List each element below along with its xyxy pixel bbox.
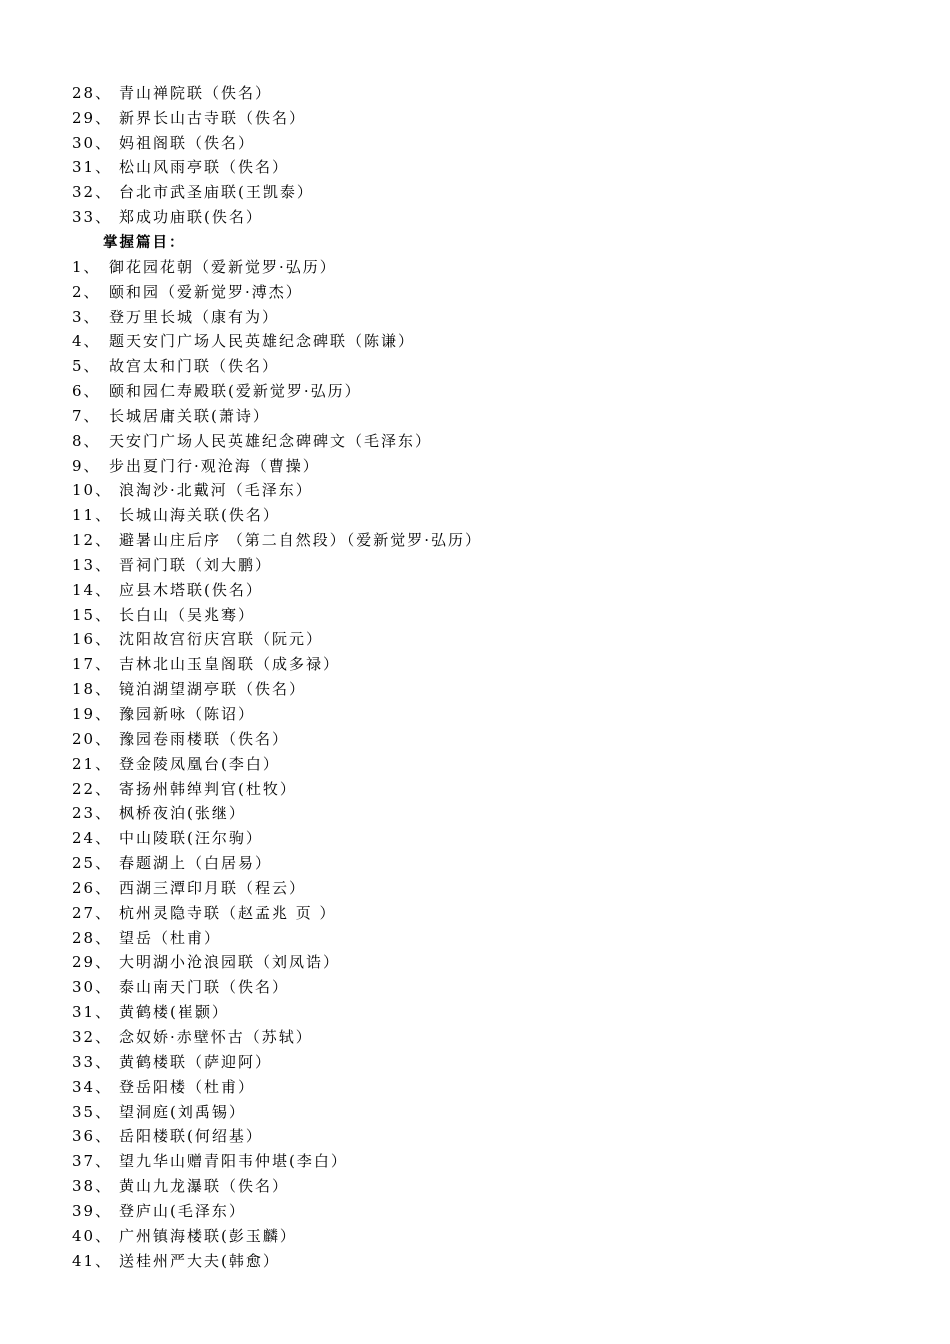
item-number: 15、: [72, 605, 113, 624]
item-title: 望岳（杜甫）: [119, 928, 222, 947]
list-item: [0, 925, 950, 950]
item-title: 黄鹤楼联（萨迎阿）: [119, 1052, 273, 1071]
item-number: 27、: [72, 903, 113, 922]
item-number: 36、: [72, 1127, 113, 1146]
item-number: 23、: [72, 804, 113, 823]
list-item: [0, 1148, 950, 1173]
item-number: 14、: [72, 580, 113, 599]
item-title: 故宫太和门联（佚名）: [109, 357, 280, 376]
item-title: 题天安门广场人民英雄纪念碑联（陈谦）: [109, 332, 416, 351]
item-number: 18、: [72, 680, 113, 699]
list-item: [0, 328, 950, 353]
item-number: 16、: [72, 630, 113, 649]
item-title: 台北市武圣庙联(王凯泰）: [119, 183, 314, 202]
item-title: 望洞庭(刘禹锡）: [119, 1102, 246, 1121]
item-title: 松山风雨亭联（佚名）: [119, 158, 290, 177]
list-item: [0, 552, 950, 577]
item-title: 天安门广场人民英雄纪念碑碑文（毛泽东）: [109, 431, 433, 450]
item-title: 岳阳楼联(何绍基）: [119, 1127, 263, 1146]
list-item: [0, 950, 950, 975]
item-title: 西湖三潭印月联（程云）: [119, 878, 307, 897]
item-title: 浪淘沙·北戴河（毛泽东）: [119, 481, 313, 500]
list-item: [0, 602, 950, 627]
list-item: [0, 204, 950, 229]
item-title: 御花园花朝（爱新觉罗·弘历）: [109, 257, 337, 276]
item-number: 17、: [72, 655, 113, 674]
item-title: 登庐山(毛泽东）: [119, 1201, 246, 1220]
list-item: [0, 80, 950, 105]
list-item: [0, 105, 950, 130]
item-number: 41、: [72, 1251, 113, 1270]
list-item: [0, 478, 950, 503]
item-title: 杭州灵隐寺联（赵孟兆 页 ）: [119, 903, 337, 922]
list-item: [0, 900, 950, 925]
item-number: 19、: [72, 705, 113, 724]
item-number: 31、: [72, 158, 113, 177]
list-item: [0, 1049, 950, 1074]
list-mastery: [0, 254, 950, 1273]
item-number: 32、: [72, 1027, 113, 1046]
list-item: [0, 800, 950, 825]
item-number: 28、: [72, 928, 113, 947]
list-item: [0, 751, 950, 776]
list-item: [0, 527, 950, 552]
item-number: 28、: [72, 83, 113, 102]
item-number: 9、: [72, 456, 101, 475]
list-item: [0, 1173, 950, 1198]
list-item: [0, 974, 950, 999]
item-number: 11、: [72, 506, 113, 525]
item-number: 33、: [72, 208, 113, 227]
item-number: 22、: [72, 779, 113, 798]
item-number: 12、: [72, 531, 113, 550]
list-item: [0, 825, 950, 850]
list-item: [0, 726, 950, 751]
item-title: 应县木塔联(佚名）: [119, 580, 263, 599]
item-number: 26、: [72, 878, 113, 897]
item-title: 郑成功庙联(佚名）: [119, 208, 263, 227]
list-item: [0, 378, 950, 403]
item-number: 34、: [72, 1077, 113, 1096]
list-item: [0, 1024, 950, 1049]
item-number: 38、: [72, 1177, 113, 1196]
item-title: 长白山（吴兆骞）: [119, 605, 256, 624]
list-item: [0, 701, 950, 726]
list-item: [0, 304, 950, 329]
item-title: 中山陵联(汪尔驹）: [119, 829, 263, 848]
list-item: [0, 651, 950, 676]
item-number: 33、: [72, 1052, 113, 1071]
item-number: 37、: [72, 1152, 113, 1171]
item-number: 32、: [72, 183, 113, 202]
section-heading: 掌握篇目：: [103, 234, 186, 251]
item-number: 8、: [72, 431, 101, 450]
list-item: [0, 999, 950, 1024]
list-item: [0, 1074, 950, 1099]
item-title: 避暑山庄后序 （第二自然段）（爱新觉罗·弘历）: [119, 531, 483, 550]
list-item: [0, 155, 950, 180]
list-item: [0, 130, 950, 155]
item-number: 5、: [72, 357, 101, 376]
item-title: 登金陵凤凰台(李白）: [119, 754, 280, 773]
list-item: [0, 1248, 950, 1273]
item-number: 21、: [72, 754, 113, 773]
list-item: [0, 850, 950, 875]
item-title: 青山禅院联（佚名）: [119, 83, 273, 102]
item-title: 枫桥夜泊(张继）: [119, 804, 246, 823]
item-number: 6、: [72, 382, 101, 401]
item-title: 寄扬州韩绰判官(杜牧）: [119, 779, 297, 798]
item-title: 豫园卷雨楼联（佚名）: [119, 729, 290, 748]
item-number: 25、: [72, 854, 113, 873]
item-title: 长城山海关联(佚名）: [119, 506, 280, 525]
list-item: [0, 179, 950, 204]
document-page: [0, 80, 950, 1273]
item-number: 24、: [72, 829, 113, 848]
item-number: 35、: [72, 1102, 113, 1121]
item-number: 13、: [72, 555, 113, 574]
item-number: 30、: [72, 133, 113, 152]
item-title: 大明湖小沧浪园联（刘凤诰）: [119, 953, 341, 972]
list-item: [0, 676, 950, 701]
item-title: 望九华山赠青阳韦仲堪(李白）: [119, 1152, 348, 1171]
item-title: 步出夏门行·观沧海（曹操）: [109, 456, 320, 475]
item-number: 7、: [72, 406, 101, 425]
item-title: 长城居庸关联(萧诗）: [109, 406, 270, 425]
list-item: [0, 577, 950, 602]
item-number: 3、: [72, 307, 101, 326]
item-title: 颐和园仁寿殿联(爱新觉罗·弘历）: [109, 382, 362, 401]
item-title: 送桂州严大夫(韩愈）: [119, 1251, 280, 1270]
list-item: [0, 1198, 950, 1223]
item-number: 39、: [72, 1201, 113, 1220]
list-continued: [0, 80, 950, 229]
item-title: 春题湖上（白居易）: [119, 854, 273, 873]
item-title: 妈祖阁联（佚名）: [119, 133, 256, 152]
list-item: [0, 453, 950, 478]
list-item: [0, 403, 950, 428]
item-title: 泰山南天门联（佚名）: [119, 978, 290, 997]
item-number: 4、: [72, 332, 101, 351]
item-number: 10、: [72, 481, 113, 500]
item-title: 吉林北山玉皇阁联（成多禄）: [119, 655, 341, 674]
list-item: [0, 254, 950, 279]
item-number: 2、: [72, 282, 101, 301]
item-title: 沈阳故宫衍庆宫联（阮元）: [119, 630, 324, 649]
item-number: 29、: [72, 953, 113, 972]
item-title: 黄山九龙瀑联（佚名）: [119, 1177, 290, 1196]
item-title: 广州镇海楼联(彭玉麟）: [119, 1226, 297, 1245]
item-title: 黄鹤楼(崔颢）: [119, 1003, 229, 1022]
item-title: 登岳阳楼（杜甫）: [119, 1077, 256, 1096]
list-item: [0, 875, 950, 900]
item-number: 31、: [72, 1003, 113, 1022]
list-item: [0, 502, 950, 527]
item-title: 登万里长城（康有为）: [109, 307, 280, 326]
list-item: [0, 1123, 950, 1148]
item-number: 20、: [72, 729, 113, 748]
item-title: 晋祠门联（刘大鹏）: [119, 555, 273, 574]
item-number: 1、: [72, 257, 101, 276]
item-title: 镜泊湖望湖亭联（佚名）: [119, 680, 307, 699]
list-item: [0, 776, 950, 801]
list-item: [0, 1099, 950, 1124]
item-number: 29、: [72, 108, 113, 127]
list-item: [0, 279, 950, 304]
list-item: [0, 627, 950, 652]
list-item: [0, 353, 950, 378]
item-number: 30、: [72, 978, 113, 997]
item-title: 豫园新咏（陈诏）: [119, 705, 256, 724]
list-item: [0, 1223, 950, 1248]
list-item: [0, 428, 950, 453]
item-title: 念奴娇·赤壁怀古（苏轼）: [119, 1027, 313, 1046]
item-title: 颐和园（爱新觉罗·溥杰）: [109, 282, 303, 301]
item-title: 新界长山古寺联（佚名）: [119, 108, 307, 127]
item-number: 40、: [72, 1226, 113, 1245]
